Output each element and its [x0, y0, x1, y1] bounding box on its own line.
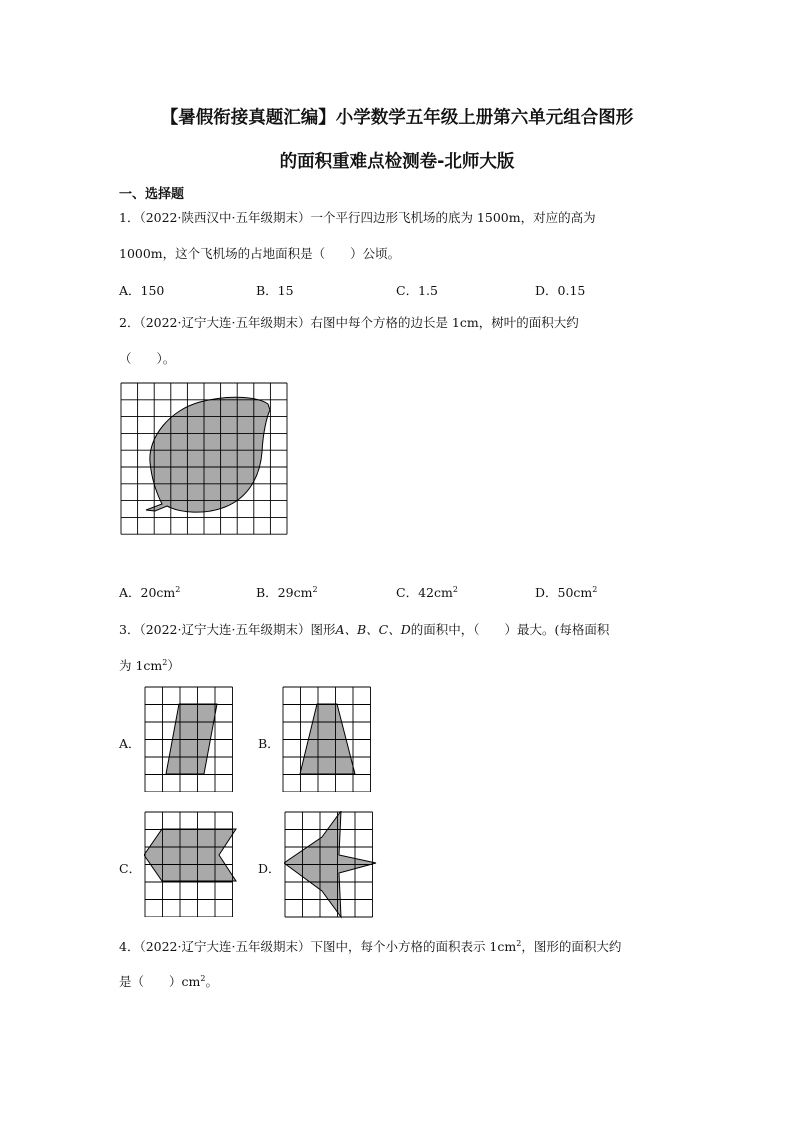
page-title-line1: 【暑假衔接真题汇编】小学数学五年级上册第六单元组合图形 — [160, 108, 634, 128]
figure-a — [144, 686, 238, 792]
q1-option-d: D．0.15 — [535, 283, 586, 298]
q3-label-a: A． — [119, 736, 141, 751]
q4-line2: 是（ ）$cm^2$。 — [119, 973, 218, 989]
q2-line2: （ ）。 — [119, 351, 176, 366]
q2-option-c: C．$42cm^2$ — [396, 584, 458, 600]
q3-label-c: C． — [119, 861, 142, 876]
q3-line2: 为 $1cm^2$） — [119, 657, 180, 673]
figure-b — [282, 686, 376, 792]
q3-label-d: D． — [258, 861, 281, 876]
q2-option-d: D．$50cm^2$ — [535, 584, 598, 600]
section-heading: 一、选择题 — [119, 187, 185, 202]
q3-label-b: B． — [258, 736, 280, 751]
figure-c — [144, 811, 238, 917]
q3-line1: 3．（2022·辽宁大连·五年级期末）图形A、B、C、D的面积中，（ ）最大。(每格面积 — [119, 622, 610, 637]
parallelogram-a — [166, 704, 217, 774]
figure-d — [284, 811, 378, 919]
q1-option-b: B．15 — [256, 283, 294, 298]
q1-line1: 1．（2022·陕西汉中·五年级期末）一个平行四边形飞机场的底为 1500m，对应的高为 — [119, 210, 596, 225]
q1-option-c: C．1.5 — [396, 283, 438, 298]
q2-line1: 2．（2022·辽宁大连·五年级期末）右图中每个方格的边长是 1cm，树叶的面积大约 — [119, 315, 579, 330]
q2-option-a: A．$20cm^2$ — [119, 584, 181, 600]
star-shape-d — [284, 811, 376, 917]
page-title-line2: 的面积重难点检测卷-北师大版 — [279, 152, 515, 172]
q1-line2: 1000m，这个飞机场的占地面积是（ ）公顷。 — [119, 246, 401, 261]
leaf-grid-figure — [120, 382, 290, 537]
leaf-shape — [146, 397, 270, 512]
q2-option-b: B．$29cm^2$ — [256, 584, 318, 600]
q4-line1: 4．（2022·辽宁大连·五年级期末）下图中，每个小方格的面积表示 $1cm^2$，图形的面积大约 — [119, 938, 622, 954]
arrow-shape-c — [144, 829, 236, 881]
q1-option-a: A．150 — [119, 283, 165, 298]
trapezoid-b — [300, 704, 355, 774]
